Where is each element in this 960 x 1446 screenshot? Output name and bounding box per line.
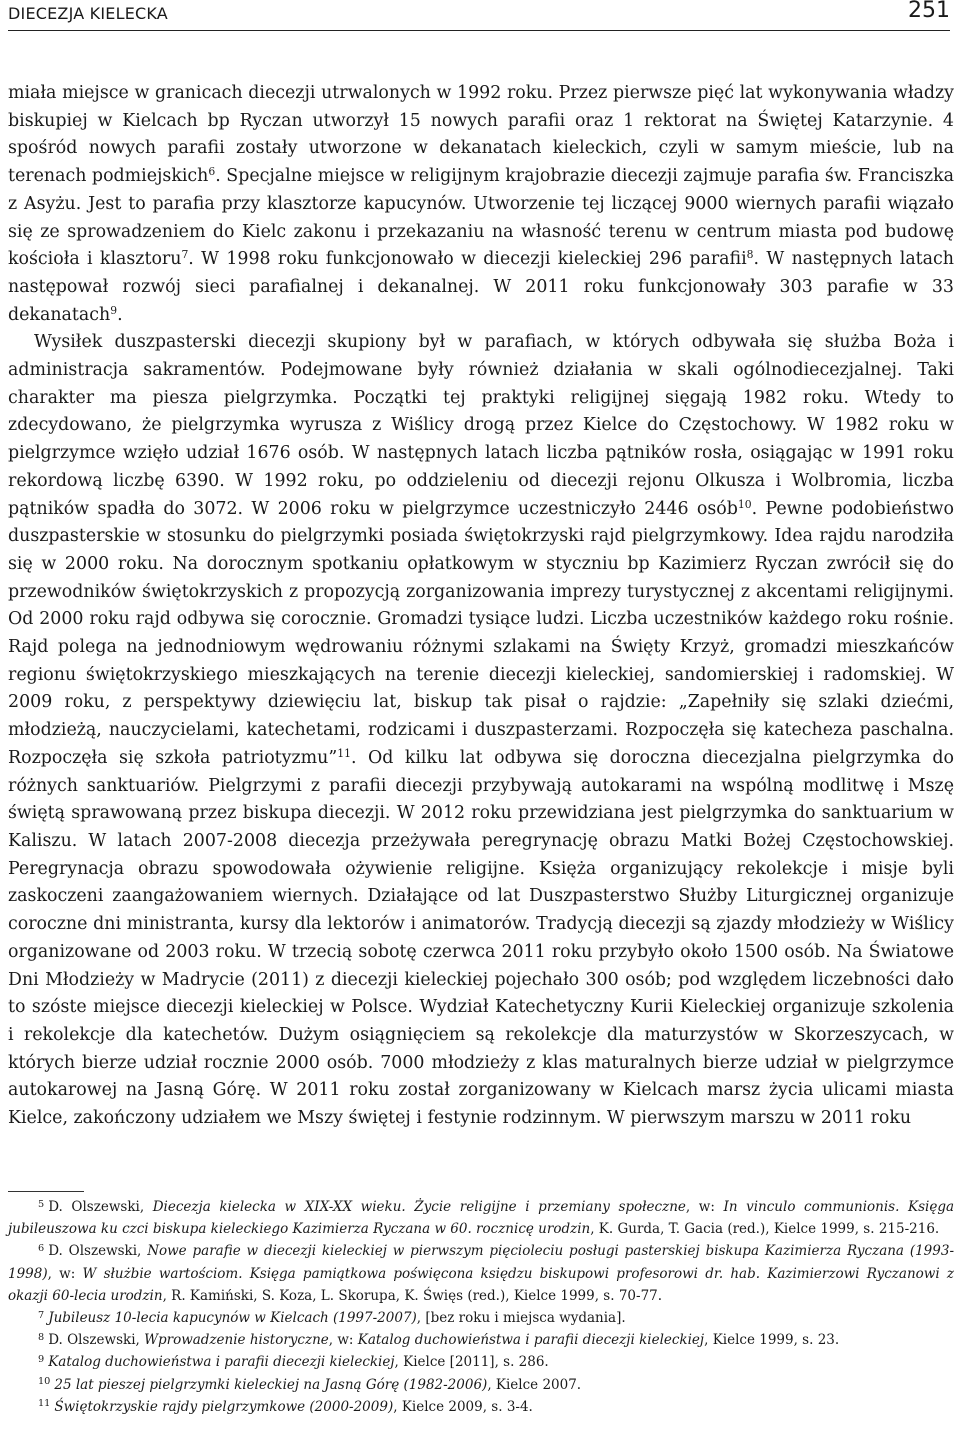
footnote-title: Nowe parafie w diecezji kieleckiej w pierwszym pięcioleciu posługi pasterskiej biskupa Kazimierza Ryczana (1993-1998) [8, 1243, 955, 1282]
text-run: . W 1998 roku funkcjonowało w diecezji kieleckiej 296 parafii [188, 249, 747, 270]
footnote-separator [8, 1191, 84, 1192]
footnote-title: Świętokrzyskie rajdy pielgrzymkowe (2000-2009) [54, 1398, 394, 1415]
footnote-text: , K. Gurda, T. Gacia (red.), Kielce 1999, s. 215-216. [590, 1221, 940, 1238]
footnote-10 [8, 1374, 954, 1396]
footnote-7 [8, 1307, 954, 1329]
footnote-ref-10: 10 [737, 497, 752, 511]
page-number: 251 [908, 0, 950, 23]
footnote-number: 8 [38, 1331, 45, 1343]
running-head: DIECEZJA KIELECKA [8, 4, 168, 23]
text-run: . Pewne podobieństwo duszpasterskie w stosunku do pielgrzymki posiada świętokrzyski rajd pielgrzymkowy. Idea rajdu narodziła się w 2000 roku. Na dorocznym spotkaniu opłatkowym w styczniu bp Kazimierz Ryczan zwrócił się do przewodników świętokrzyskich z propozycją zorganizowania imprezy turystycznej z akcentami religijnymi. Od 2000 roku rajd odbywa się corocznie. Gromadzi tysiące ludzi. Liczba uczestników każdego roku rośnie. Rajd polega na jednodniowym wędrowaniu różnymi szlakami na Święty Krzyż, gromadzi mieszkańców regionu świętokrzyskiego mieszkających na terenie diecezji kieleckiej, sandomierskiej i radomskiej. W 2009 roku, z perspektywy dziewięciu lat, biskup tak pisał o rajdzie: „Zapełniły się szlaki dziećmi, młodzieżą, nauczycielami, katechetami, rodzicami i duszpasterzami. Rozpoczęła się katecheza paschalna. Rozpoczęła się szkoła patriotyzmu” [8, 498, 954, 768]
footnote-title: W służbie wartościom. Księga pamiątkowa poświęcona księdzu biskupowi profesorowi dr. hab. Kazimierzowi Ryczanowi z okazji 60-lecia urodzin [8, 1265, 954, 1304]
footnote-title: In vinculo communionis. Księga jubileuszowa ku czci biskupa kieleckiego Kazimierza Ryczana w 60. rocznicę urodzin [8, 1199, 955, 1238]
footnote-8 [8, 1329, 954, 1351]
footnote-number: 5 [38, 1198, 45, 1210]
footnote-title: 25 lat pieszej pielgrzymki kieleckiej na Jasną Górę (1982-2006) [54, 1376, 488, 1393]
footnote-title: Wprowadzenie historyczne [144, 1332, 329, 1349]
footnote-number: 10 [38, 1376, 51, 1388]
footnote-title: Katalog duchowieństwa i parafii diecezji kieleckiej [48, 1354, 395, 1371]
footnote-11 [8, 1396, 954, 1418]
paragraph-1 [8, 80, 954, 329]
footnote-text: D. Olszewski, [48, 1199, 153, 1215]
footnote-text: , Kielce 1999, s. 23. [704, 1332, 840, 1349]
footnote-text: , Kielce [2011], s. 286. [394, 1354, 549, 1371]
footnote-text: , w: [328, 1332, 358, 1349]
footnote-text: , [bez roku i miejsca wydania]. [416, 1310, 626, 1327]
footnote-ref-8: 8 [746, 248, 754, 262]
footnote-title: Jubileusz 10-lecia kapucynów w Kielcach (1997-2007) [48, 1310, 417, 1327]
footnote-text: D. Olszewski, [48, 1243, 148, 1260]
footnote-text: , R. Kamiński, S. Koza, L. Skorupa, K. Święs (red.), Kielce 1999, s. 70-77. [162, 1287, 663, 1304]
text-run: Wysiłek duszpasterski diecezji skupiony był w parafiach, w których odbywała się służba Boża i administracja sakramentów. Podejmowane były również działania w skali ogólnodiecezjalnej. Taki charakter ma piesza pielgrzymka. Początki tej praktyki religijnej sięgają 1982 roku. Wtedy to zdecydowano, że pielgrzymka wyrusza z Wiślicy drogą przez Kielce do Częstochowy. W 1982 roku w pielgrzymce wzięło udział 1676 osób. W następnych latach liczba pątników rosła, osiągając w 1991 roku rekordową liczbę 6390. W 1992 roku, po oddzieleniu od diecezji rejonu Olkusza i Wolbromia, liczba pątników spadła do 3072. W 2006 roku w pielgrzymce uczestniczyło 2446 osób [8, 332, 954, 519]
footnote-number: 9 [38, 1354, 45, 1366]
footnote-ref-7: 7 [181, 248, 189, 262]
text-run: miała miejsce w granicach diecezji utrwalonych w 1992 roku. Przez pierwsze pięć lat wykonywania władzy biskupiej w Kielcach bp Ryczan utworzył 15 nowych parafii oraz 1 rektorat na Świętej Katarzynie. 4 spośród nowych parafii zostały utworzone w dekanatach kieleckich, czyli w samym mieście, lub na terenach podmiejskich [8, 83, 954, 187]
text-run: . Specjalne miejsce w religijnym krajobrazie diecezji zajmuje parafia św. Franciszka z Asyżu. Jest to parafia przy klasztorze kapucynów. Utworzenie tej liczącej 9000 wiernych parafii wiązało się ze sprowadzeniem do Kielc zakonu i przekazaniu na własność terenu w centrum miasta pod budowę kościoła i klasztoru [8, 166, 954, 270]
footnotes [8, 1196, 954, 1418]
page-header [8, 0, 950, 31]
footnote-text: , w: [47, 1265, 83, 1282]
footnote-text: , w: [685, 1199, 724, 1215]
footnote-title: Katalog duchowieństwa i parafii diecezji kieleckiej [357, 1332, 705, 1349]
footnote-ref-11: 11 [337, 746, 351, 760]
footnote-text: D. Olszewski, [48, 1332, 145, 1349]
footnote-number: 7 [38, 1309, 45, 1321]
main-text [8, 80, 954, 1133]
footnote-ref-9: 9 [110, 303, 118, 317]
footnote-title: Diecezja kielecka w XIX-XX wieku. Życie religijne i przemiany społeczne [152, 1199, 686, 1215]
footnote-number: 6 [38, 1243, 45, 1255]
text-run: . W następnych latach następował rozwój sieci parafialnej i dekanalnej. W 2011 roku funkcjonowały 303 parafie w 33 dekanatach [8, 249, 954, 325]
footnote-text: , Kielce 2007. [487, 1376, 582, 1393]
footnote-number: 11 [38, 1398, 51, 1410]
text-run: . [117, 304, 123, 325]
footnote-ref-6: 6 [208, 165, 216, 179]
footnote-9 [8, 1351, 954, 1373]
footnote-6 [8, 1240, 954, 1307]
footnote-text: , Kielce 2009, s. 3-4. [393, 1398, 533, 1415]
footnote-5 [8, 1196, 954, 1240]
paragraph-2 [8, 329, 954, 1132]
text-run: . Od kilku lat odbywa się doroczna diecezjalna pielgrzymka do różnych sanktuariów. Pielgrzymi z parafii diecezji przybywają autokarami na wspólną modlitwę i Mszę świętą sprawowaną przez biskupa diecezji. W 2012 roku przewidziana jest pielgrzymka do sanktuarium w Kaliszu. W latach 2007-2008 diecezja przeżywała peregrynację obrazu Matki Bożej Częstochowskiej. Peregrynacja obrazu spowodowała ożywienie religijne. Księża organizujący rekolekcje i misje byli zaskoczeni zaangażowaniem wiernych. Działające od lat Duszpasterstwo Służby Liturgicznej organizuje coroczne dni ministranta, kursy dla lektorów i animatorów. Tradycją diecezji są zjazdy młodzieży w Wiślicy organizowane od 2003 roku. W trzecią sobotę czerwca 2011 roku przybyło około 1500 osób. Na Światowe Dni Młodzieży w Madrycie (2011) z diecezji kieleckiej pojechało 300 osób; pod względem liczebności dało to szóste miejsce diecezji kieleckiej w Polsce. Wydział Katechetyczny Kurii Kieleckiej organizuje szkolenia i rekolekcje dla katechetów. Dużym osiągnięciem są rekolekcje dla maturzystów w Skorzeszycach, w których bierze udział rocznie 2000 osób. 7000 młodzieży z klas maturalnych bierze udział w pielgrzymce autokarowej na Jasną Górę. W 2011 roku został zorganizowany w Kielcach marsz życia ulicami miasta Kielce, zakończony udziałem we Mszy świętej i festynie rodzinnym. W pierwszym marszu w 2011 roku [8, 747, 954, 1129]
